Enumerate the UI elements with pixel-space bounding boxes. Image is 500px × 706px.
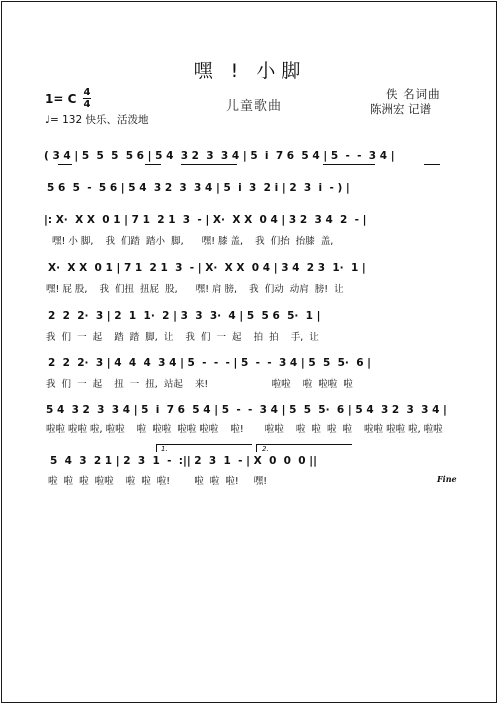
credit-words-music: 佚 名词曲: [386, 87, 441, 101]
lyrics-row-5: 我 们 一 起 踏 踏 脚, 让 我 们 一 起 拍 拍 手, 让: [46, 332, 319, 343]
lyrics-row-6: 我 们 一 起 扭 一 扭, 站起 来! 啦啦 啦 啦啦 啦: [46, 379, 353, 390]
volta-bracket-1-hook: [156, 444, 157, 452]
time-signature: [83, 88, 91, 109]
notation-row-1: ( 3 4 | 5 5 5 5 6 | 5 4 3 2 3 3 4 | 5 i 7 6 5 4 | 5 - - 3 4 |: [44, 150, 395, 162]
notation-row-6: 2 2 2· 3 | 4 4 4 3 4 | 5 - - - | 5 - - 3 4 | 5 5 5· 6 |: [48, 357, 372, 369]
notation-row-7: 5 4 3 2 3 3 4 | 5 i 7 6 5 4 | 5 - - 3 4 | 5 5 5· 6 | 5 4 3 2 3 3 4 |: [46, 404, 447, 416]
beam: [323, 164, 375, 165]
beam: [145, 164, 161, 165]
lyrics-row-7: 啦啦 啦啦 啦, 啦啦 啦 啦啦 啦啦 啦啦 啦! 啦啦 啦 啦 啦 啦 啦啦 啦啦 啦, 啦啦: [46, 424, 443, 435]
time-numerator: 4: [83, 87, 91, 98]
notation-row-2: 5 6 5 - 5 6 | 5 4 3 2 3 3 4 | 5 i 3 2 i | 2 3 i - ) |: [47, 182, 350, 194]
volta-bracket-2: [256, 444, 352, 445]
notation-row-8: 5 4 3 2 1 | 2 3 1 - :|| 2 3 1 - | X 0 0 0 ||: [50, 455, 317, 467]
beam: [58, 164, 72, 165]
credit-transcriber: 陈洲宏 记谱: [370, 102, 432, 116]
tempo-marking: ♩= 132 快乐、活泼地: [45, 114, 149, 126]
volta-bracket-1: [156, 444, 252, 445]
beam: [424, 164, 440, 165]
beam: [181, 164, 237, 165]
notation-row-4: X· X X 0 1 | 7 1 2 1 3 - | X· X X 0 4 | 3 4 2 3 1· 1 |: [48, 262, 366, 274]
volta-second-ending: 2.: [262, 445, 269, 453]
notation-row-5: 2 2 2· 3 | 2 1 1· 2 | 3 3 3· 4 | 5 5 6 5· 1 |: [48, 310, 321, 322]
lyrics-row-8: 啦 啦 啦 啦啦 啦 啦 啦! 啦 啦 啦! 嘿!: [48, 476, 268, 487]
key-signature: 1= C: [45, 92, 77, 106]
song-genre: 儿童歌曲: [226, 99, 283, 114]
volta-bracket-2-hook: [256, 444, 257, 452]
lyrics-row-3: 嘿! 小 脚, 我 们踏 踏小 脚, 嘿! 膝 盖, 我 们抬 抬膝 盖,: [52, 236, 334, 247]
volta-first-ending: 1.: [161, 445, 168, 453]
lyrics-row-4: 嘿! 屁 股, 我 们扭 扭屁 股, 嘿! 肩 膀, 我 们动 动肩 膀! 让: [46, 284, 344, 295]
fine-marking: Fine: [437, 474, 457, 484]
song-title: 嘿 ! 小脚: [193, 60, 307, 82]
time-denominator: 4: [83, 99, 91, 110]
notation-row-3: |: X· X X 0 1 | 7 1 2 1 3 - | X· X X 0 4 | 3 2 3 4 2 - |: [44, 214, 367, 226]
